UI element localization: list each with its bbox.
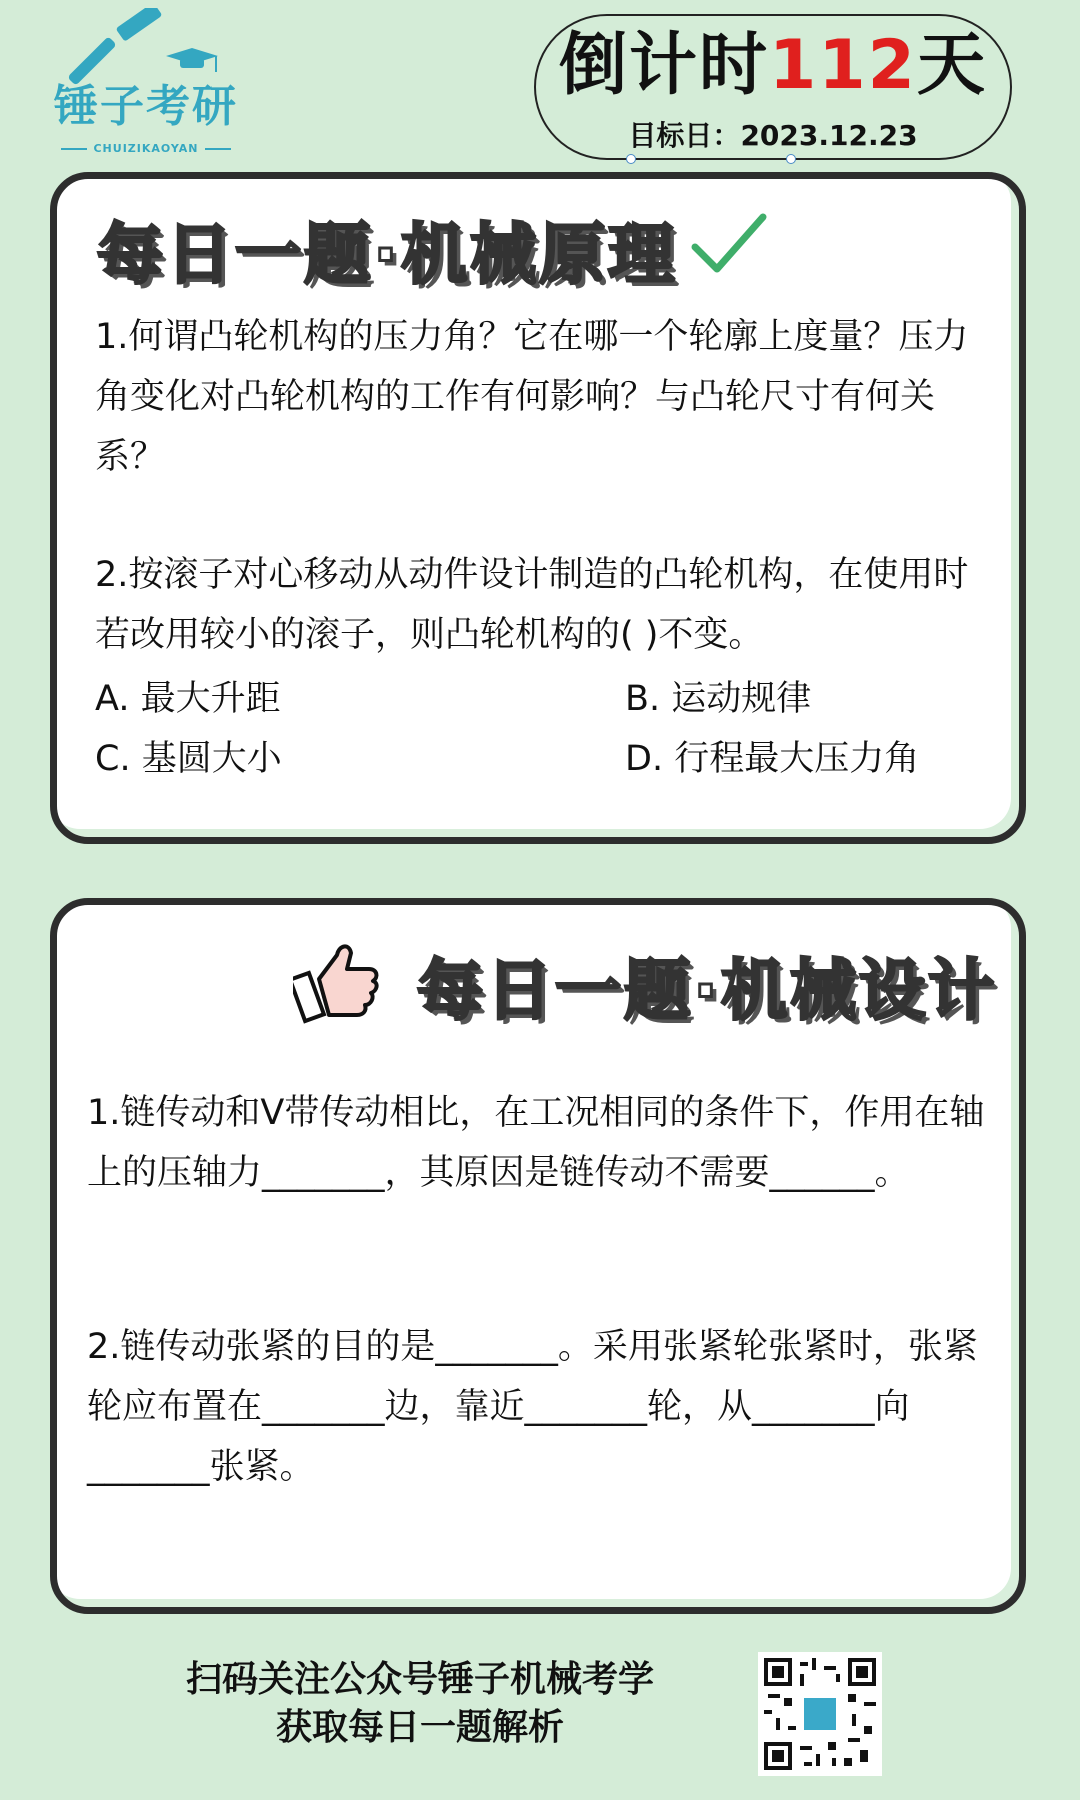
- card-title: 每日一题·机械设计: [417, 952, 998, 1029]
- qr-code[interactable]: [758, 1652, 882, 1776]
- brand-name: 锤子考研: [54, 81, 238, 132]
- brand-subtitle: CHUIZIKAOYAN: [46, 142, 246, 155]
- countdown-suffix: 天: [916, 26, 987, 105]
- question-1-text: 1.何谓凸轮机构的压力角？它在哪一个轮廓上度量？压力角变化对凸轮机构的工作有何影响？与凸轮尺寸有何关系？: [95, 317, 969, 477]
- brand-logo: [46, 8, 246, 158]
- qr-code-icon: [764, 1658, 876, 1770]
- option-c: C. 基圆大小: [95, 739, 282, 779]
- question-1-text: 1.链传动和V带传动相比，在工况相同的条件下，作用在轴上的压轴力_______，其原因是链传动不需要______。: [87, 1093, 985, 1193]
- countdown-days: 112: [769, 26, 917, 105]
- countdown-banner: [534, 14, 1012, 160]
- footer-line-1: 扫码关注公众号锤子机械考学: [185, 1659, 654, 1700]
- option-a: A. 最大升距: [95, 679, 281, 719]
- option-b: B. 运动规律: [625, 679, 812, 719]
- footer-line-2: 获取每日一题解析: [275, 1707, 564, 1748]
- decor-dot: [786, 154, 796, 164]
- decor-dot: [626, 154, 636, 164]
- card-title: 每日一题·机械原理: [97, 216, 678, 293]
- target-date: 2023.12.23: [740, 119, 918, 152]
- target-label: 目标日：: [628, 119, 741, 152]
- option-d: D. 行程最大压力角: [625, 739, 920, 779]
- question-2-text: 2.按滚子对心移动从动件设计制造的凸轮机构，在使用时若改用较小的滚子，则凸轮机构的( )不变。: [95, 555, 969, 655]
- countdown-prefix: 倒计时: [559, 26, 770, 105]
- question-card-mechanical-design: [50, 898, 1026, 1614]
- footer-cta: [150, 1656, 690, 1752]
- target-date-line: [536, 114, 1010, 154]
- question-2-text: 2.链传动张紧的目的是_______。采用张紧轮张紧时，张紧轮应布置在_______边，靠近_______轮，从_______向_______张紧。: [87, 1327, 978, 1487]
- thumbs-up-icon: [293, 935, 383, 1025]
- question-card-mechanical-principles: [50, 172, 1026, 844]
- check-icon: [689, 209, 769, 279]
- countdown-line: [536, 24, 1010, 108]
